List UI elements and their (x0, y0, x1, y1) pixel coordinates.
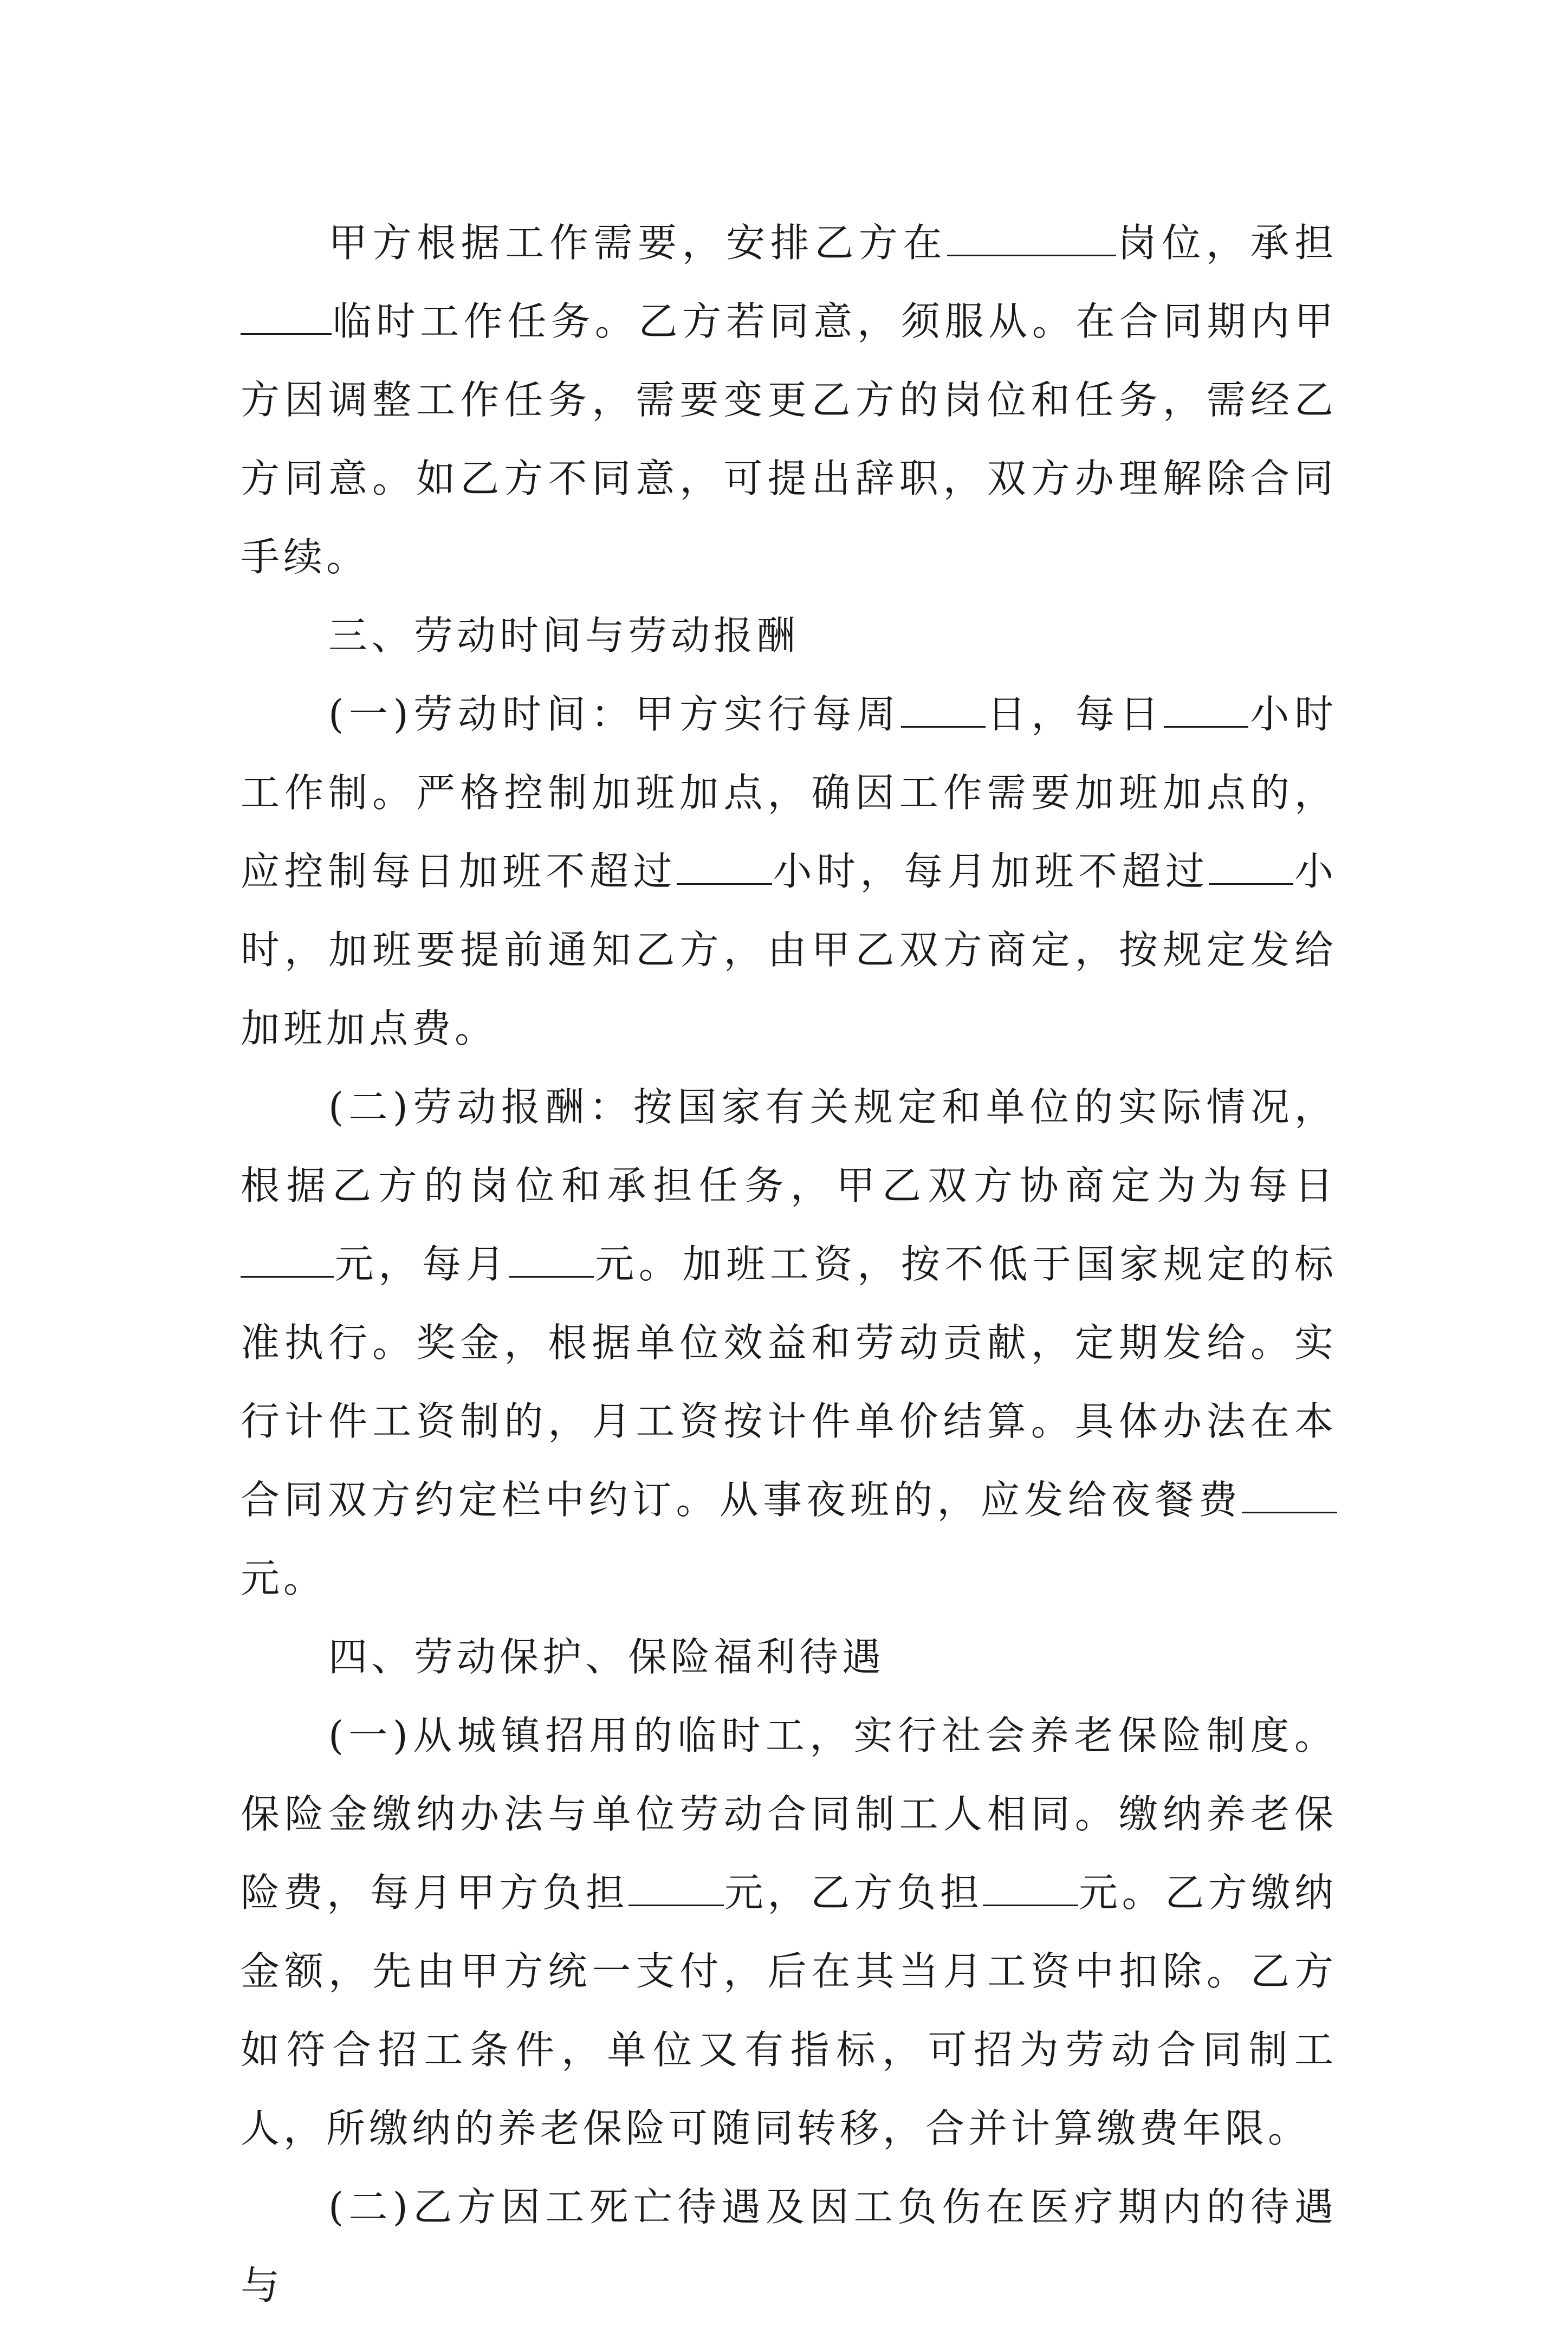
section-heading-4: 四、劳动保护、保险福利待遇 (328, 1634, 885, 1680)
text-segment: (二)乙方因工死亡待遇及因工负伤在医疗期内的待遇与 (241, 2184, 1337, 2308)
section-heading-3: 三、劳动时间与劳动报酬 (328, 613, 800, 658)
text-segment: (一)从城镇招用的临时工，实行社会养老保险制度。保险金缴纳办法与单位劳动合同制工人相同。缴纳养老保险费，每月甲方负担 (241, 1713, 1337, 1915)
document-body (241, 204, 1337, 2325)
blank-field-days-per-week (901, 694, 986, 728)
blank-field-task (241, 301, 332, 335)
text-segment: 元，每月 (334, 1241, 510, 1287)
text-segment: (一)劳动时间：甲方实行每周 (328, 691, 901, 737)
paragraph-post-assignment (241, 204, 1337, 597)
text-segment: 元。 (241, 1556, 327, 1601)
text-segment: 元。加班工资，按不低于国家规定的标准执行。奖金，根据单位效益和劳动贡献，定期发给。实行计件工资制的，月工资按计件单价结算。具体办法在本合同双方约定栏中约订。从事夜班的，应发给夜餐费 (241, 1241, 1337, 1523)
paragraph-remuneration (241, 1068, 1337, 1618)
blank-field-daily-wage (241, 1244, 334, 1278)
blank-field-daily-overtime (677, 851, 772, 885)
text-segment: 小时，每月加班不超过 (772, 849, 1209, 894)
text-segment: 临时工作任务。乙方若同意，须服从。在合同期内甲方因调整工作任务，需要变更乙方的岗位和任务，需经乙方同意。如乙方不同意，可提出辞职，双方办理解除合同手续。 (241, 299, 1337, 580)
text-segment: 小时，加班要提前通知乙方，由甲乙双方商定，按规定发给加班加点费。 (241, 849, 1337, 1051)
paragraph-working-hours (241, 675, 1337, 1068)
blank-field-post (947, 222, 1116, 256)
text-segment: 元。乙方缴纳金额，先由甲方统一支付，后在其当月工资中扣除。乙方如符合招工条件，单位又有指标，可招为劳动合同制工人，所缴纳的养老保险可随同转移，合并计算缴费年限。 (241, 1870, 1337, 2151)
blank-field-monthly-wage (509, 1244, 594, 1278)
text-segment: 日，每日 (985, 691, 1164, 737)
blank-field-employer-share (629, 1872, 724, 1906)
blank-field-monthly-overtime (1209, 851, 1293, 885)
paragraph-pension-insurance (241, 1696, 1337, 2168)
text-segment: 岗位，承担 (1116, 220, 1337, 265)
blank-field-hours-per-day (1164, 694, 1248, 728)
text-segment: 小时工作制。严格控制加班加点，确因工作需要加班加点的，应控制每日加班不超过 (241, 691, 1337, 894)
text-segment: (二)劳动报酬：按国家有关规定和单位的实际情况，根据乙方的岗位和承担任务，甲乙双方协商定为为每日 (241, 1084, 1337, 1208)
blank-field-employee-share (983, 1872, 1078, 1906)
paragraph-injury-treatment (241, 2168, 1337, 2325)
text-segment: 元，乙方负担 (724, 1870, 983, 1915)
blank-field-night-meal-fee (1242, 1479, 1337, 1513)
text-segment: 甲方根据工作需要，安排乙方在 (328, 220, 948, 265)
